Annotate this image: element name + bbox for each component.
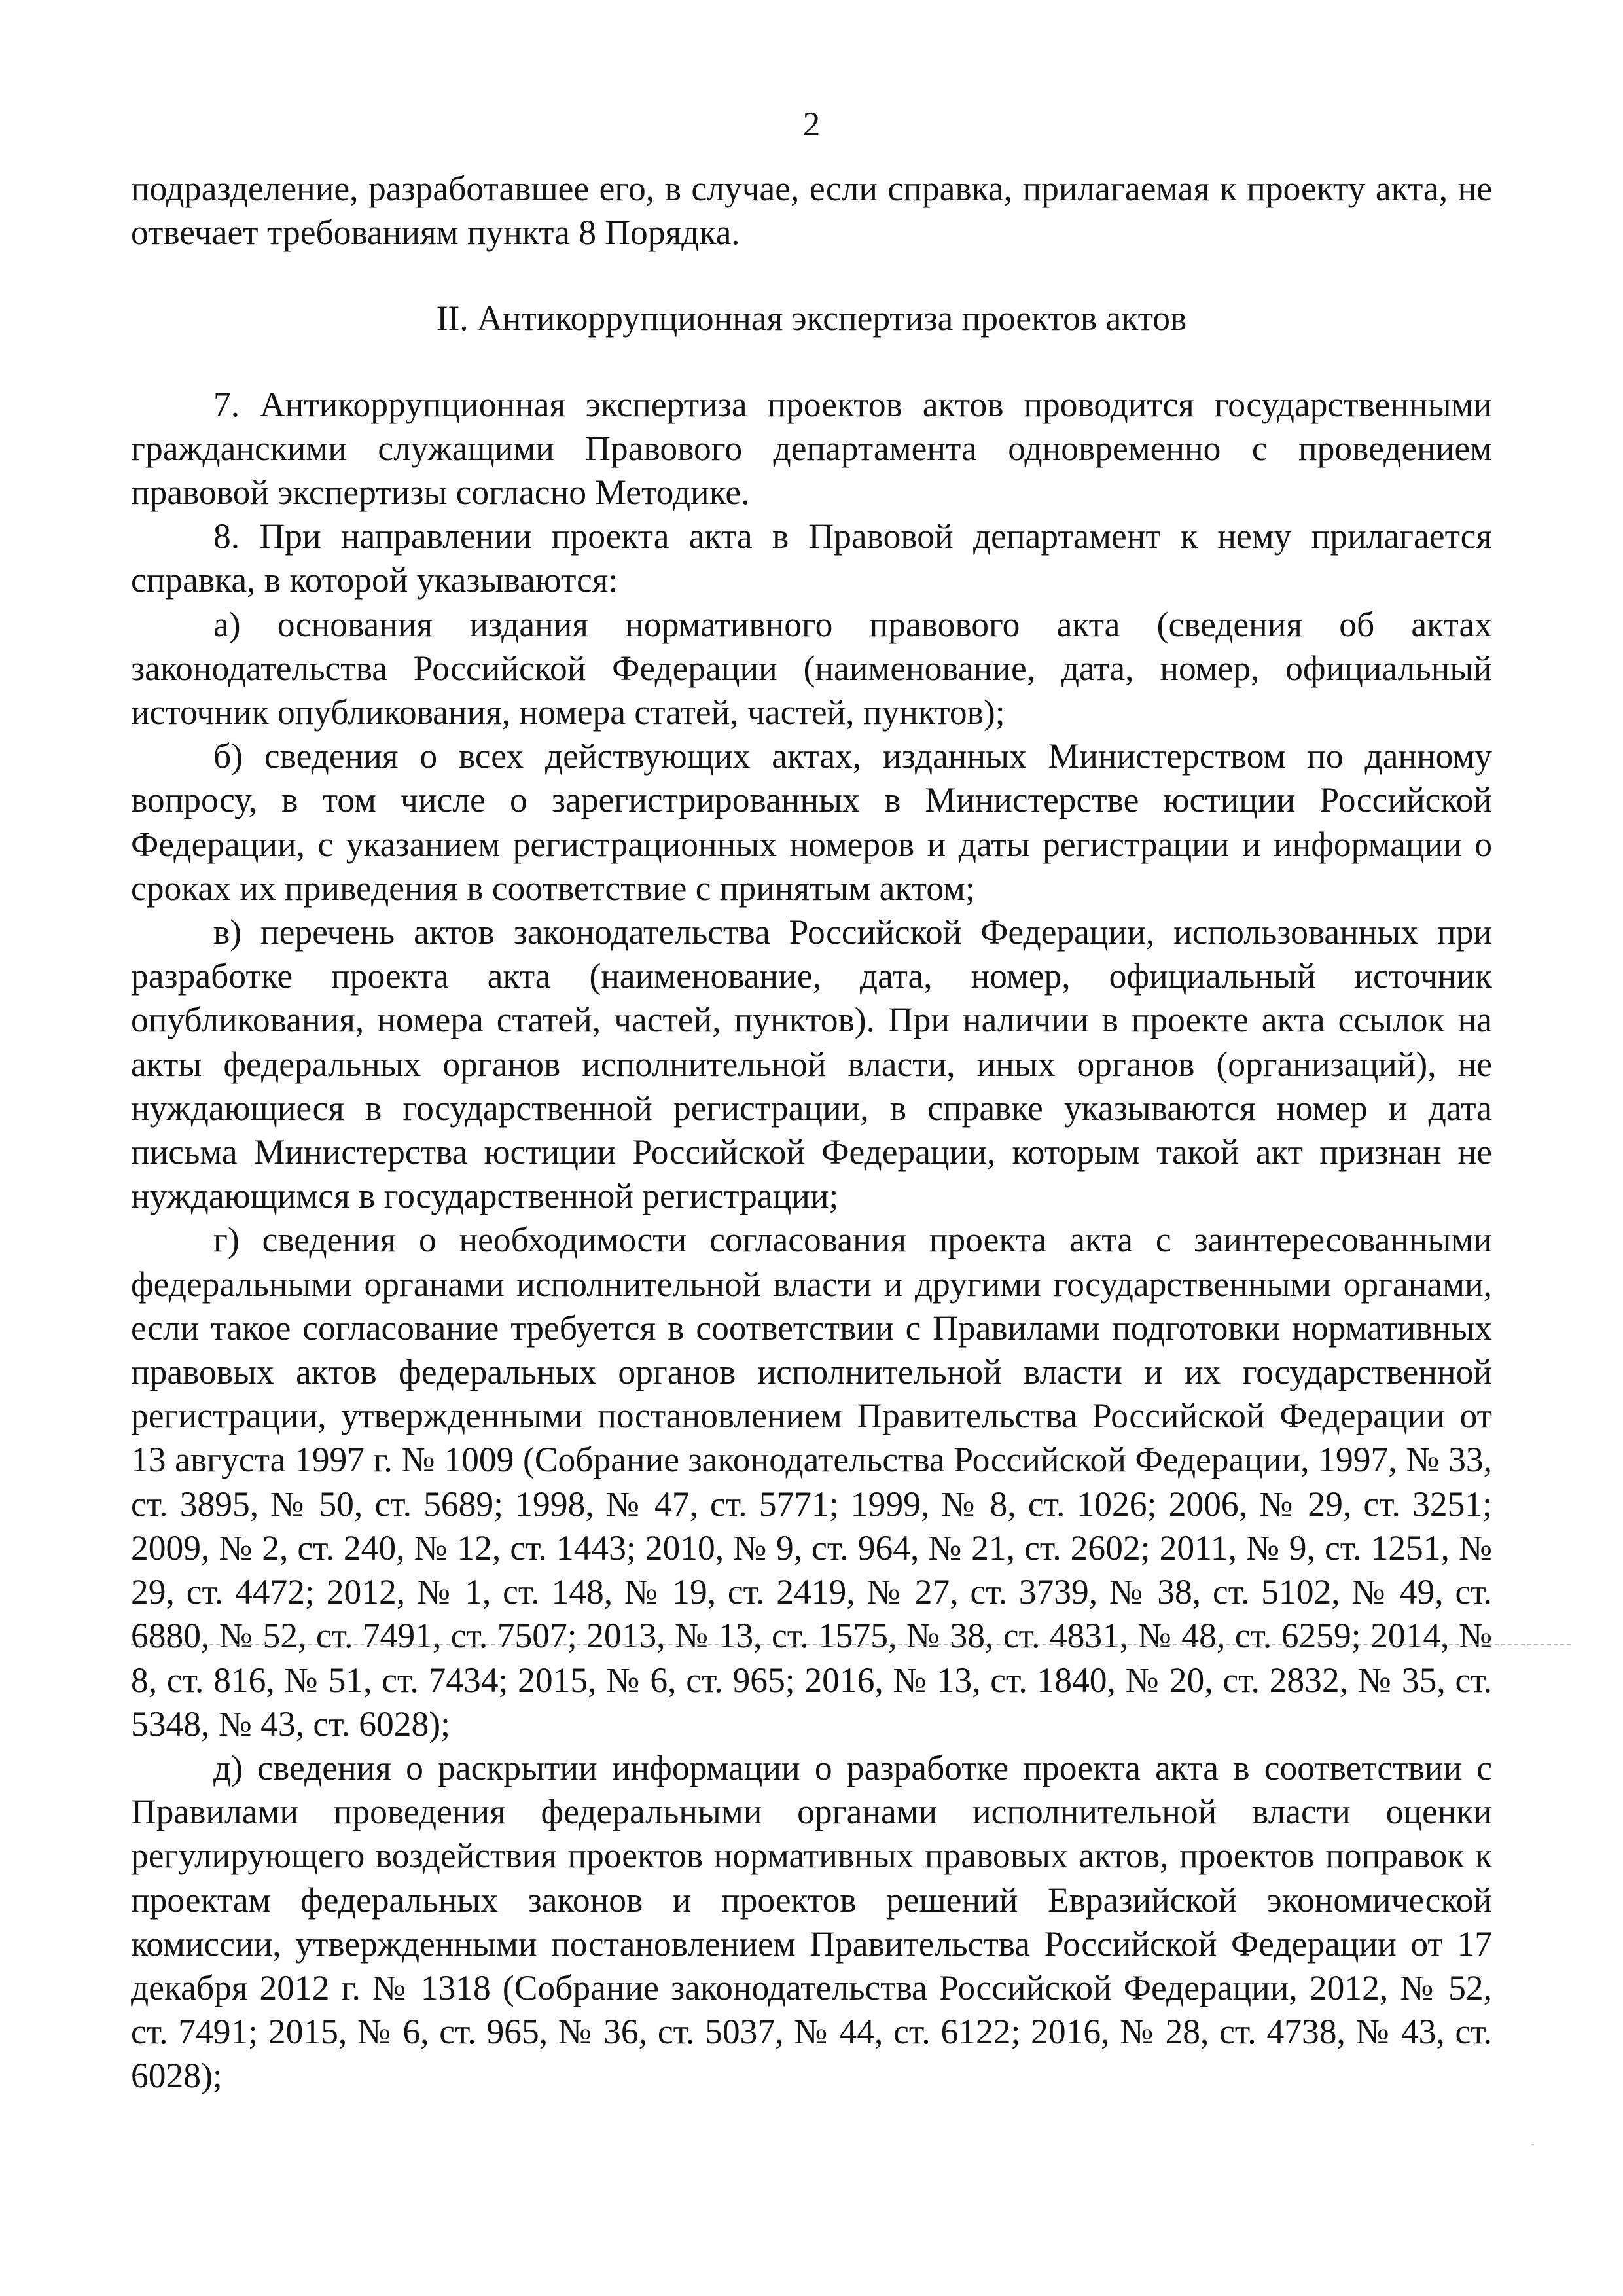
scan-artifact-line [131,1644,1571,1645]
page-number: 2 [802,105,821,143]
paragraph-8-b: б) сведения о всех действующих актах, изданных Министерством по данному вопросу, в том числе о зарегистрированных в Министерстве юстиции Российской Федерации, с указанием регистрационных номеров и даты регистрации и информации о сроках их приведения в соответствие с принятым актом; [131,736,1492,908]
document-body [131,167,1492,2098]
paragraph-8-v: в) перечень актов законодательства Российской Федерации, использованных при разработке проекта акта (наименование, дата, номер, официальный источник опубликования, номера статей, частей, пунктов). При наличии в проекте акта ссылок на акты федеральных органов исполнительной власти, иных органов (организаций), не нуждающиеся в государственной регистрации, в справке указываются номер и дата письма Министерства юстиции Российской Федерации, которым такой акт признан не нуждающимся в государственной регистрации; [131,912,1492,1216]
paragraph-8-a: а) основания издания нормативного правового акта (сведения об актах законодательства Российской Федерации (наименование, дата, номер, официальный источник опубликования, номера статей, частей, пунктов); [131,604,1492,732]
paragraph-8: 8. При направлении проекта акта в Правовой департамент к нему прилагается справка, в которой указываются: [131,516,1492,600]
scan-artifact-dot [1531,2144,1534,2145]
spacer [131,341,1492,383]
spacer [131,255,1492,296]
paragraph-8-g: г) сведения о необходимости согласования проекта акта с заинтересованными федеральными органами исполнительной власти и другими государственными органами, если такое согласование требуется в соответствии с Правилами подготовки нормативных правовых актов федеральных органов исполнительной власти и их государственной регистрации, утвержденными постановлением Правительства Российской Федерации от 13 августа 1997 г. № 1009 (Собрание законодательства Российской Федерации, 1997, № 33, ст. 3895, № 50, ст. 5689; 1998, № 47, ст. 5771; 1999, № 8, ст. 1026; 2006, № 29, ст. 3251; 2009, № 2, ст. 240, № 12, ст. 1443; 2010, № 9, ст. 964, № 21, ст. 2602; 2011, № 9, ст. 1251, № 29, ст. 4472; 2012, № 1, ст. 148, № 19, ст. 2419, № 27, ст. 3739, № 38, ст. 5102, № 49, ст. 6880, № 52, ст. 7491, ст. 7507; 2013, № 13, ст. 1575, № 38, ст. 4831, № 48, ст. 6259; 2014, № 8, ст. 816, № 51, ст. 7434; 2015, № 6, ст. 965; 2016, № 13, ст. 1840, № 20, ст. 2832, № 35, ст. 5348, № 43, ст. 6028); [131,1220,1492,1744]
section-heading: II. Антикоррупционная экспертиза проектов актов [436,298,1187,338]
paragraph-intro: подразделение, разработавшее его, в случае, если справка, прилагаемая к проекту акта, не отвечает требованиям пункта 8 Порядка. [131,169,1492,253]
paragraph-7: 7. Антикоррупционная экспертиза проектов актов проводится государственными гражданскими служащими Правового департамента одновременно с проведением правовой экспертизы согласно Методике. [131,384,1492,512]
paragraph-8-d: д) сведения о раскрытии информации о разработке проекта акта в соответствии с Правилами проведения федеральными органами исполнительной власти оценки регулирующего воздействия проектов нормативных правовых актов, проектов поправок к проектам федеральных законов и проектов решений Евразийской экономической комиссии, утвержденными постановлением Правительства Российской Федерации от 17 декабря 2012 г. № 1318 (Собрание законодательства Российской Федерации, 2012, № 52, ст. 7491; 2015, № 6, ст. 965, № 36, ст. 5037, № 44, ст. 6122; 2016, № 28, ст. 4738, № 43, ст. 6028); [131,1748,1492,2096]
